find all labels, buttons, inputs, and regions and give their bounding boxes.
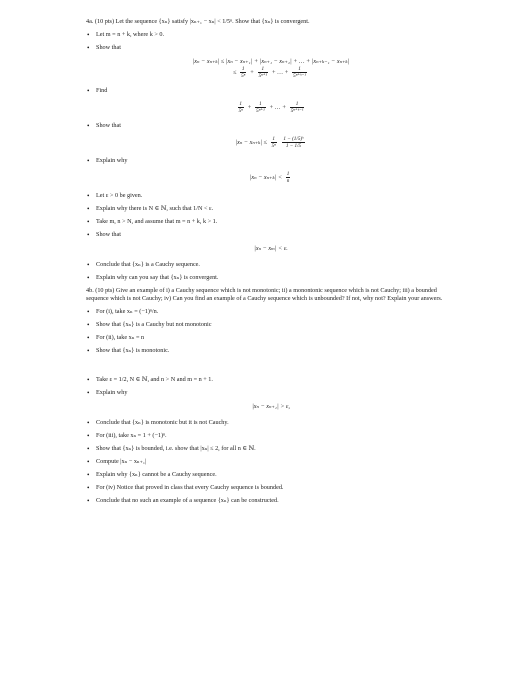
equation-not-cauchy: |xₙ − xₙ₊₁| > ε,: [252, 403, 290, 410]
list-item: • Explain why |xₙ − xₙ₊ₖ| < $\frac{1}{n}$: [96, 157, 446, 184]
list-item: • Explain why can you say that {xₙ} is convergent.: [96, 274, 446, 282]
list-item: • Show that |xₙ − xₙ₊ₖ| ≤ |xₙ − xₙ₊₁| + |xₙ₊₁ − xₙ₊₂| + … + |xₙ₊ₖ₋₁ − xₙ₊ₖ| ≤ $\frac{1}{\text{5ⁿ}}$ + $\frac{1}{\text{5ⁿ⁺¹}}$ + … + $\frac{1}{\text{5ⁿ⁺ᵏ⁻¹}}$: [96, 44, 446, 79]
list-item: • Show that {xₙ} is monotonic.: [96, 347, 446, 355]
list-item: • Explain why there is N ∈ ℕ, such that 1/N < ε.: [96, 205, 446, 213]
list-item: • Show that |xₙ − xₘ| < ε.: [96, 231, 446, 253]
equation-cauchy: |xₙ − xₘ| < ε.: [254, 245, 288, 252]
equation-line: |xₙ − xₙ₊ₖ| ≤ |xₙ − xₙ₊₁| + |xₙ₊₁ − xₙ₊₂| + … + |xₙ₊ₖ₋₁ − xₙ₊ₖ|: [192, 58, 350, 65]
list-item: • Show that {xₙ} is bounded, i.e. show that |xₙ| ≤ 2, for all n ∈ ℕ.: [96, 445, 446, 453]
problem-4a-header: 4a. (10 pts) Let the sequence {xₙ} satisfy |xₙ₊₁ − xₙ| < 1/5ⁿ. Show that {xₙ} is convergent.: [86, 18, 310, 25]
equation-triangle-inequality: [96, 58, 446, 79]
equation-line: ≤ $\frac{1}{\text{5ⁿ}}$ + $\frac{1}{\text{5ⁿ⁺¹}}$ + … + $\frac{1}{\text{5ⁿ⁺ᵏ⁻¹}}$: [233, 66, 306, 79]
list-item: • For (ii), take xₙ = n: [96, 334, 446, 342]
list-item: • Conclude that {xₙ} is monotonic but it is not Cauchy.: [96, 419, 446, 427]
list-item: • For (iv) Notice that proved in class that every Cauchy sequence is bounded.: [96, 484, 446, 492]
list-item: • Let ε > 0 be given.: [96, 192, 446, 200]
list-item: • Show that {xₙ} is a Cauchy but not monotonic: [96, 321, 446, 329]
list-item: • Conclude that no such an example of a sequence {xₙ} can be constructed.: [96, 497, 446, 505]
problem-4b-header: 4b. (10 pts) Give an example of i) a Cauchy sequence which is not monotonic; ii) a monontonic sequence which is not Cauchy; iii) a bounded sequence which is not Cauchy; iv) Can you find an example of a Cauchy sequence which is unbounded? If not, why not? Explain your answers.: [86, 287, 443, 302]
list-item: • For (i), take xₙ = (−1)ⁿ/n.: [96, 308, 446, 316]
problem-4a-steps: [86, 31, 446, 282]
list-item: • Compute |xₙ − xₙ₊₁|: [96, 458, 446, 466]
problem-4b-steps-part2: [86, 376, 446, 505]
list-item: • Take m, n > N, and assume that m = n + k, k > 1.: [96, 218, 446, 226]
list-item: • Let m = n + k, where k > 0.: [96, 31, 446, 39]
problem-4b-steps-part1: [86, 308, 446, 355]
equation-geometric-bound: |xₙ − xₙ₊ₖ| ≤ $\frac{1}{\text{5ⁿ}}$ $\frac{\text{1 − (1/5)ᵏ}}{1 - 1/5}$: [235, 136, 304, 149]
list-item: • For (iii), take xₙ = 1 + (−1)ⁿ.: [96, 432, 446, 440]
list-item: • Show that |xₙ − xₙ₊ₖ| ≤ $\frac{1}{\text{5ⁿ}}$ $\frac{\text{1 − (1/5)ᵏ}}{1 - 1/5}$: [96, 122, 446, 149]
equation-one-over-n: |xₙ − xₙ₊ₖ| < $\frac{1}{n}$: [249, 171, 290, 184]
list-item: • Find $\frac{1}{\text{5ⁿ}}$ + $\frac{1}{\text{5ⁿ⁺¹}}$ + … + $\frac{1}{\text{5ⁿ⁺ᵏ⁻¹}}$: [96, 87, 446, 114]
list-item: • Explain why |xₙ − xₙ₊₁| > ε,: [96, 389, 446, 411]
list-item: • Conclude that {xₙ} is a Cauchy sequence.: [96, 261, 446, 269]
list-item: • Take ε = 1/2, N ∈ ℕ, and n > N and m = n + 1.: [96, 376, 446, 384]
equation-sum: $\frac{1}{\text{5ⁿ}}$ + $\frac{1}{\text{5ⁿ⁺¹}}$ + … + $\frac{1}{\text{5ⁿ⁺ᵏ⁻¹}}$: [238, 101, 304, 114]
list-item: • Explain why {xₙ} cannot be a Cauchy sequence.: [96, 471, 446, 479]
